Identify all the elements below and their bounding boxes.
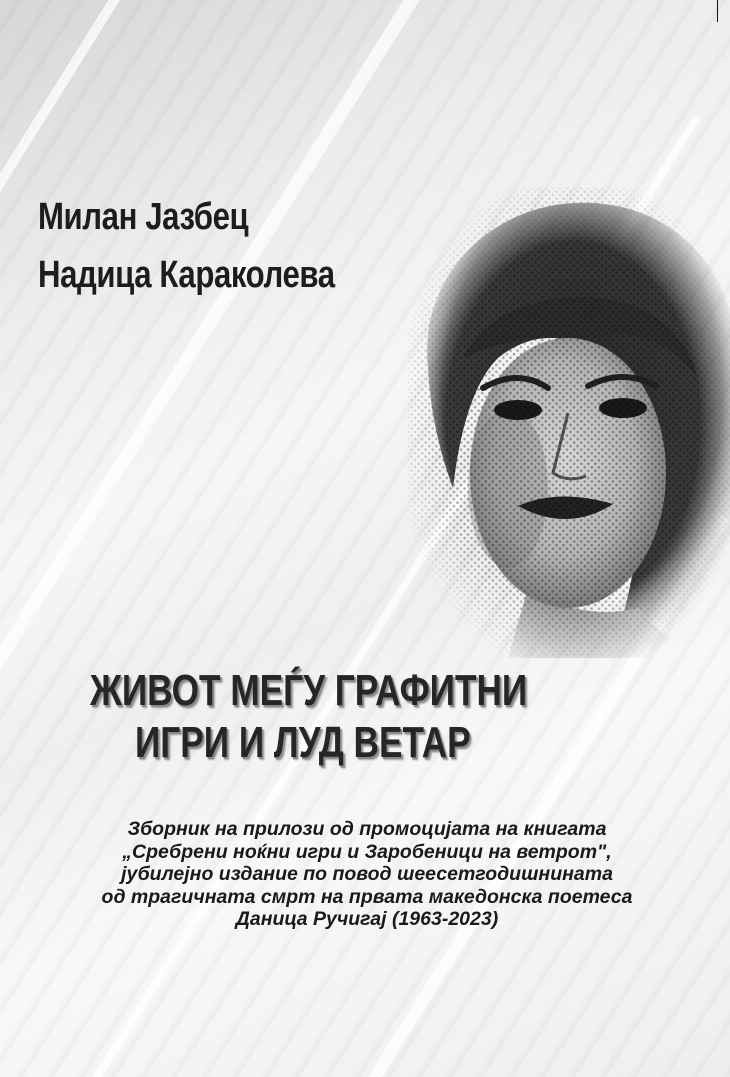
subtitle-line: јубилејно издание по повод шеесетгодишнината — [121, 863, 613, 885]
book-subtitle — [0, 818, 730, 931]
authors-block — [38, 188, 400, 304]
title-line: ЖИВОТ МЕЃУ ГРАФИТНИ — [90, 666, 528, 715]
portrait-photo — [408, 188, 730, 658]
subtitle-line: „Сребрени ноќни игри и Заробеници на ветрот", — [122, 840, 612, 863]
author-name: Надица Караколева — [38, 254, 335, 296]
crop-mark — [717, 0, 718, 22]
author-name: Милан Јазбец — [38, 196, 249, 238]
subtitle-line: Зборник на прилози од промоцијата на книгата — [127, 818, 607, 840]
subtitle-line: од трагичната смрт на првата македонска поетеса — [101, 885, 633, 908]
subtitle-line: Даница Ручигај (1963-2023) — [235, 908, 499, 930]
title-line: ИГРИ И ЛУД ВЕТАР — [135, 718, 471, 767]
